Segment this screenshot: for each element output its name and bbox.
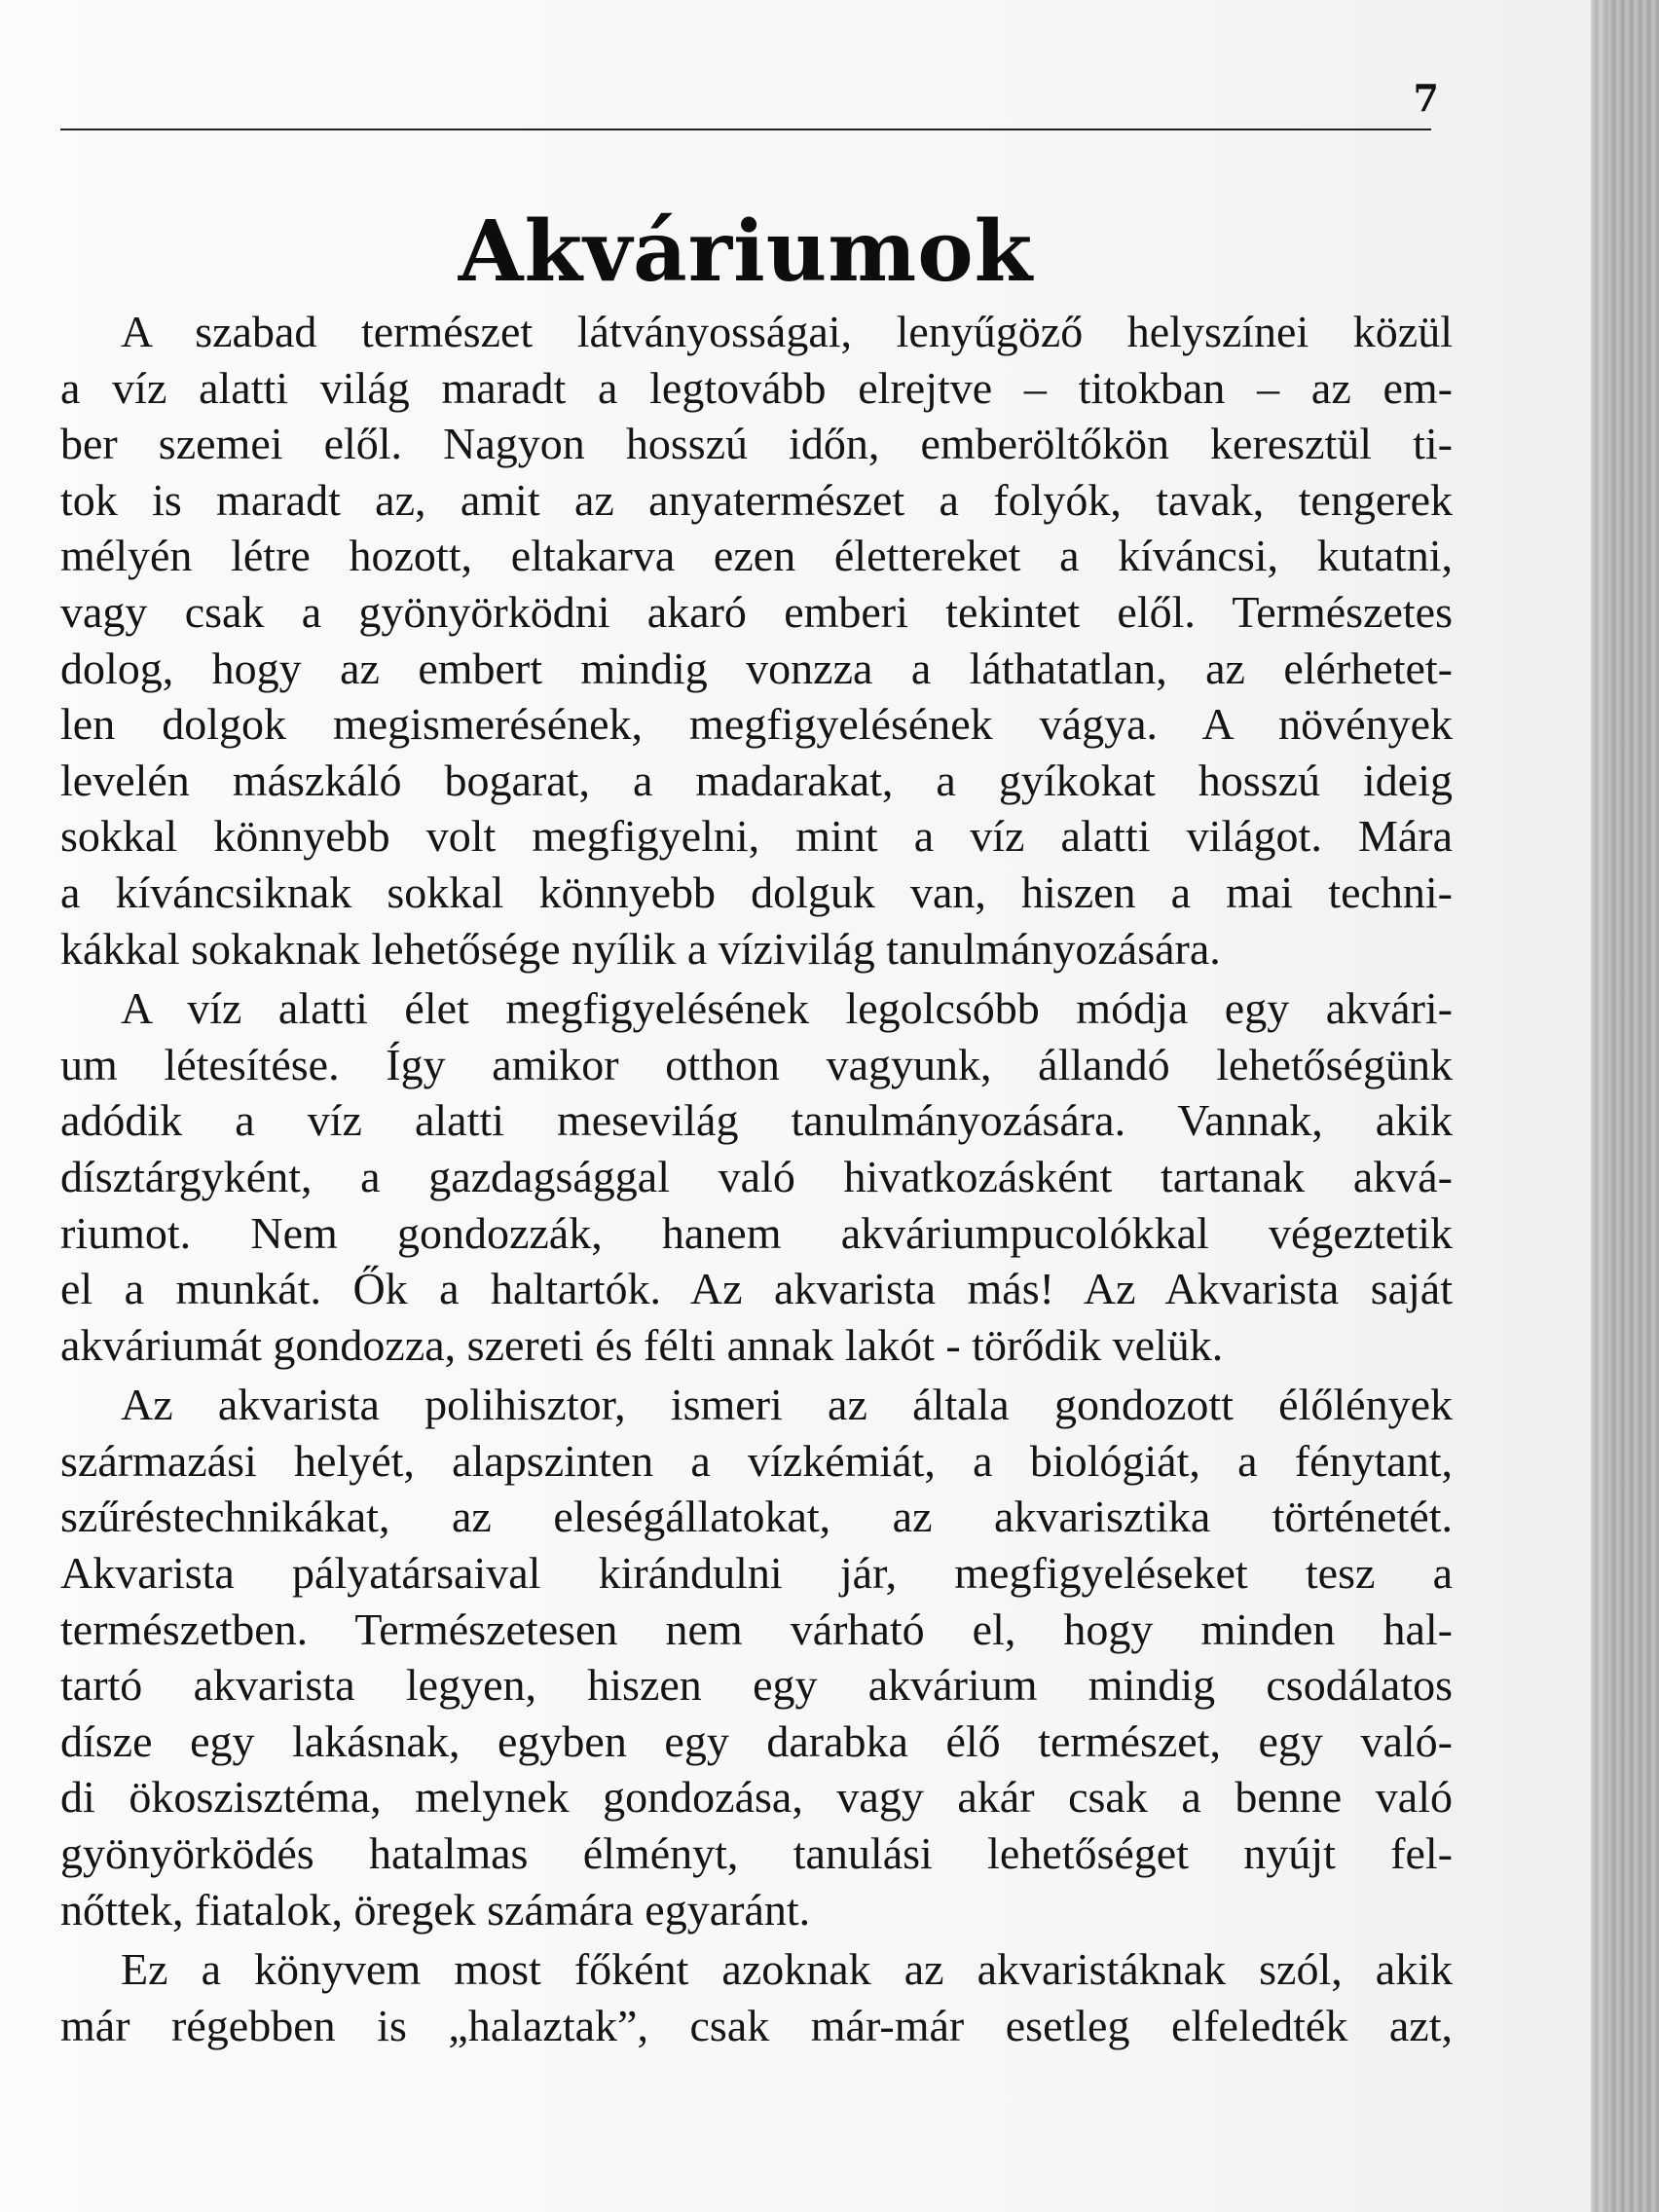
- page-stack-edge: [1591, 0, 1659, 2212]
- header-rule: [60, 129, 1431, 130]
- text-line: kákkal sokaknak lehetősége nyílik a vízivilág tanulmányozására.: [60, 923, 1221, 974]
- text-line: a víz alatti világ maradt a legtovább elrejtve – titokban – az em-: [60, 362, 1453, 413]
- page-number: 7: [1413, 76, 1439, 120]
- text-line: dísze egy lakásnak, egyben egy darabka élő természet, egy való-: [60, 1715, 1453, 1766]
- chapter-title: Akváriumok: [458, 202, 1034, 301]
- text-line: um létesítése. Így amikor otthon vagyunk, állandó lehetőségünk: [60, 1039, 1453, 1089]
- paragraph-2: [60, 980, 1453, 1373]
- text-line: ber szemei elől. Nagyon hosszú időn, emberöltőkön keresztül ti-: [60, 419, 1453, 469]
- text-line: A szabad természet látványosságai, lenyűgöző helyszínei közül: [121, 307, 1453, 356]
- text-line: tok is maradt az, amit az anyatermészet a folyók, tavak, tengerek: [60, 474, 1453, 525]
- text-line: származási helyét, alapszinten a vízkémiát, a biológiát, a fénytant,: [60, 1435, 1453, 1486]
- text-line: adódik a víz alatti mesevilág tanulmányozására. Vannak, akik: [60, 1095, 1453, 1146]
- text-line: dísztárgyként, a gazdagsággal való hivatkozásként tartanak akvá-: [60, 1151, 1453, 1201]
- text-line: akváriumát gondozza, szereti és félti annak lakót - törődik velük.: [60, 1319, 1224, 1370]
- text-line: levelén mászkáló bogarat, a madarakat, a gyíkokat hosszú ideig: [60, 755, 1453, 805]
- text-line: sokkal könnyebb volt megfigyelni, mint a víz alatti világot. Mára: [60, 811, 1453, 862]
- text-line: Akvarista pályatársaival kirándulni jár, megfigyeléseket tesz a: [60, 1548, 1453, 1599]
- text-line: tartó akvarista legyen, hiszen egy akvárium mindig csodálatos: [60, 1660, 1453, 1711]
- text-line: el a munkát. Ők a haltartók. Az akvarista más! Az Akvarista saját: [60, 1264, 1453, 1314]
- text-line: di ökoszisztéma, melynek gondozása, vagy akár csak a benne való: [60, 1772, 1453, 1823]
- paragraph-4: [60, 1941, 1453, 2053]
- text-line: természetben. Természetesen nem várható el, hogy minden hal-: [60, 1604, 1453, 1654]
- text-line: dolog, hogy az embert mindig vonzza a láthatatlan, az elérhetet-: [60, 643, 1453, 693]
- text-line: len dolgok megismerésének, megfigyelésének vágya. A növények: [60, 699, 1453, 750]
- text-line: vagy csak a gyönyörködni akaró emberi tekintet elől. Természetes: [60, 586, 1453, 637]
- paragraph-1: [60, 304, 1453, 977]
- text-line: gyönyörködés hatalmas élményt, tanulási lehetőséget nyújt fel-: [60, 1828, 1453, 1879]
- text-line: riumot. Nem gondozzák, hanem akváriumpucolókkal végeztetik: [60, 1207, 1453, 1258]
- text-line: nőttek, fiatalok, öregek számára egyaránt.: [60, 1884, 811, 1935]
- text-line: Az akvarista polihisztor, ismeri az általa gondozott élőlények: [121, 1380, 1453, 1430]
- text-line: A víz alatti élet megfigyelésének legolcsóbb módja egy akvári-: [121, 983, 1453, 1034]
- text-line: már régebben is „halaztak”, csak már-már esetleg elfeledték azt,: [60, 2000, 1453, 2050]
- text-line: a kíváncsiknak sokkal könnyebb dolguk van, hiszen a mai techni-: [60, 866, 1453, 917]
- text-line: szűréstechnikákat, az eleségállatokat, az akvarisztika történetét.: [60, 1492, 1453, 1542]
- text-line: Ez a könyvem most főként azoknak az akvaristáknak szól, akik: [121, 1944, 1453, 1995]
- chapter-body: [60, 304, 1453, 2057]
- text-line: mélyén létre hozott, eltakarva ezen élettereket a kíváncsi, kutatni,: [60, 531, 1453, 581]
- paragraph-3: [60, 1377, 1453, 1937]
